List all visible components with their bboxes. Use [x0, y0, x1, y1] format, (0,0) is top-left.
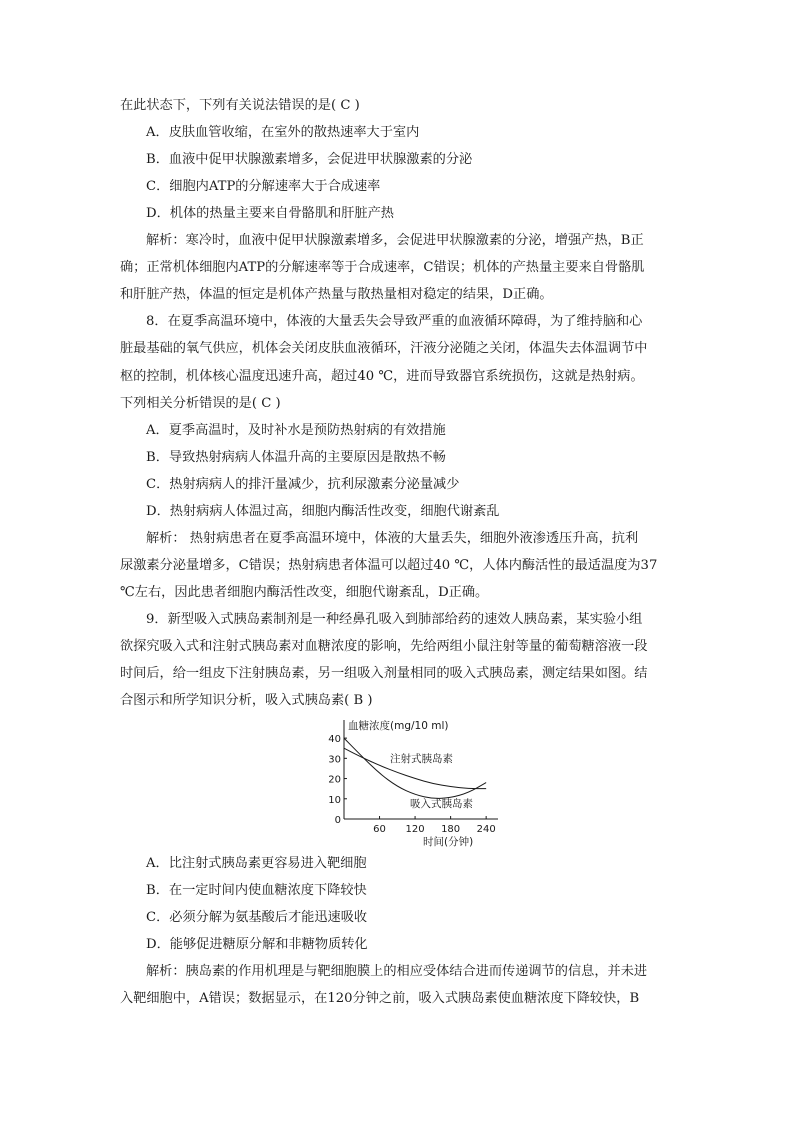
- text-line: D．机体的热量主要来自骨骼肌和肝脏产热: [146, 206, 394, 221]
- text-line: 入靶细胞中，A错误；数据显示，在120分钟之前，吸入式胰岛素使血糖浓度下降较快，B: [120, 991, 640, 1006]
- text-line: 9．新型吸入式胰岛素制剂是一种经鼻孔吸入到肺部给药的速效人胰岛素，某实验小组: [146, 612, 643, 627]
- text-line: B．血液中促甲状腺激素增多，会促进甲状腺激素的分泌: [146, 152, 473, 167]
- x-axis-title: 时间(分钟): [423, 836, 474, 848]
- x-tick-label: 240: [476, 824, 496, 835]
- series-label: 注射式胰岛素: [390, 753, 453, 765]
- text-line: A．皮肤血管收缩，在室外的散热速率大于室内: [146, 125, 420, 140]
- x-tick-label: 60: [373, 824, 386, 835]
- x-tick-label: 180: [441, 824, 461, 835]
- text-line: 8．在夏季高温环境中，体液的大量丢失会导致严重的血液循环障碍，为了维持脑和心: [146, 314, 643, 329]
- y-tick-label: 10: [328, 794, 341, 806]
- text-line: B．导致热射病病人体温升高的主要原因是散热不畅: [146, 450, 446, 465]
- text-line: 解析：寒冷时，血液中促甲状腺激素增多，会促进甲状腺激素的分泌，增强产热，B正: [146, 233, 644, 248]
- text-line: 枢的控制，机体核心温度迅速升高，超过40 ℃，进而导致器官系统损伤，这就是热射病。: [120, 369, 644, 384]
- text-line: 下列相关分析错误的是( C ): [120, 396, 281, 411]
- text-line: 解析：胰岛素的作用机理是与靶细胞膜上的相应受体结合进而传递调节的信息，并未进: [146, 964, 648, 979]
- text-line: C．必须分解为氨基酸后才能迅速吸收: [146, 910, 368, 925]
- text-line: C．细胞内ATP的分解速率大于合成速率: [146, 179, 381, 194]
- text-line: D．能够促进糖原分解和非糖物质转化: [146, 937, 368, 952]
- text-line: 确；正常机体细胞内ATP的分解速率等于合成速率，C错误；机体的产热量主要来自骨骼肌: [120, 260, 645, 275]
- text-line: 尿激素分泌量增多，C错误；热射病患者体温可以超过40 ℃，人体内酶活性的最适温度为37: [120, 558, 658, 573]
- series-line-inhaled: [344, 738, 486, 798]
- text-line: 在此状态下，下列有关说法错误的是( C ): [120, 98, 360, 113]
- text-line: 合图示和所学知识分析，吸入式胰岛素( B ): [120, 693, 373, 708]
- text-line: A．比注射式胰岛素更容易进入靶细胞: [146, 856, 367, 871]
- text-line: 和肝脏产热，体温的恒定是机体产热量与散热量相对稳定的结果，D正确。: [120, 287, 553, 302]
- chart-ticks: [328, 734, 495, 835]
- text-line: 欲探究吸入式和注射式胰岛素对血糖浓度的影响，先给两组小鼠注射等量的葡萄糖溶液一段: [120, 639, 648, 654]
- origin-label: 0: [334, 815, 341, 826]
- y-tick-label: 40: [328, 734, 341, 746]
- text-line: 解析： 热射病患者在夏季高温环境中，体液的大量丢失，细胞外液渗透压升高，抗利: [146, 531, 639, 546]
- text-line: B．在一定时间内使血糖浓度下降较快: [146, 883, 367, 898]
- x-tick-label: 120: [405, 824, 425, 835]
- text-line: 时间后，给一组皮下注射胰岛素，另一组吸入剂量相同的吸入式胰岛素，测定结果如图。结: [120, 666, 648, 681]
- chart-series: [344, 738, 486, 798]
- text-line: A．夏季高温时，及时补水是预防热射病的有效措施: [146, 423, 446, 438]
- series-label: 吸入式胰岛素: [410, 798, 473, 810]
- y-tick-label: 20: [328, 774, 341, 786]
- text-line: ℃左右，因此患者细胞内酶活性改变，细胞代谢紊乱，D正确。: [120, 585, 489, 600]
- blood-glucose-chart: [318, 716, 500, 848]
- text-line: 脏最基础的氧气供应，机体会关闭皮肤血液循环，汗液分泌随之关闭，体温失去体温调节中: [120, 341, 648, 356]
- text-line: C．热射病病人的排汗量减少，抗利尿激素分泌量减少: [146, 477, 460, 492]
- y-tick-label: 30: [328, 754, 341, 766]
- text-line: D．热射病病人体温过高，细胞内酶活性改变，细胞代谢紊乱: [146, 504, 500, 519]
- y-axis-title: 血糖浓度(mg/10 ml): [348, 720, 449, 732]
